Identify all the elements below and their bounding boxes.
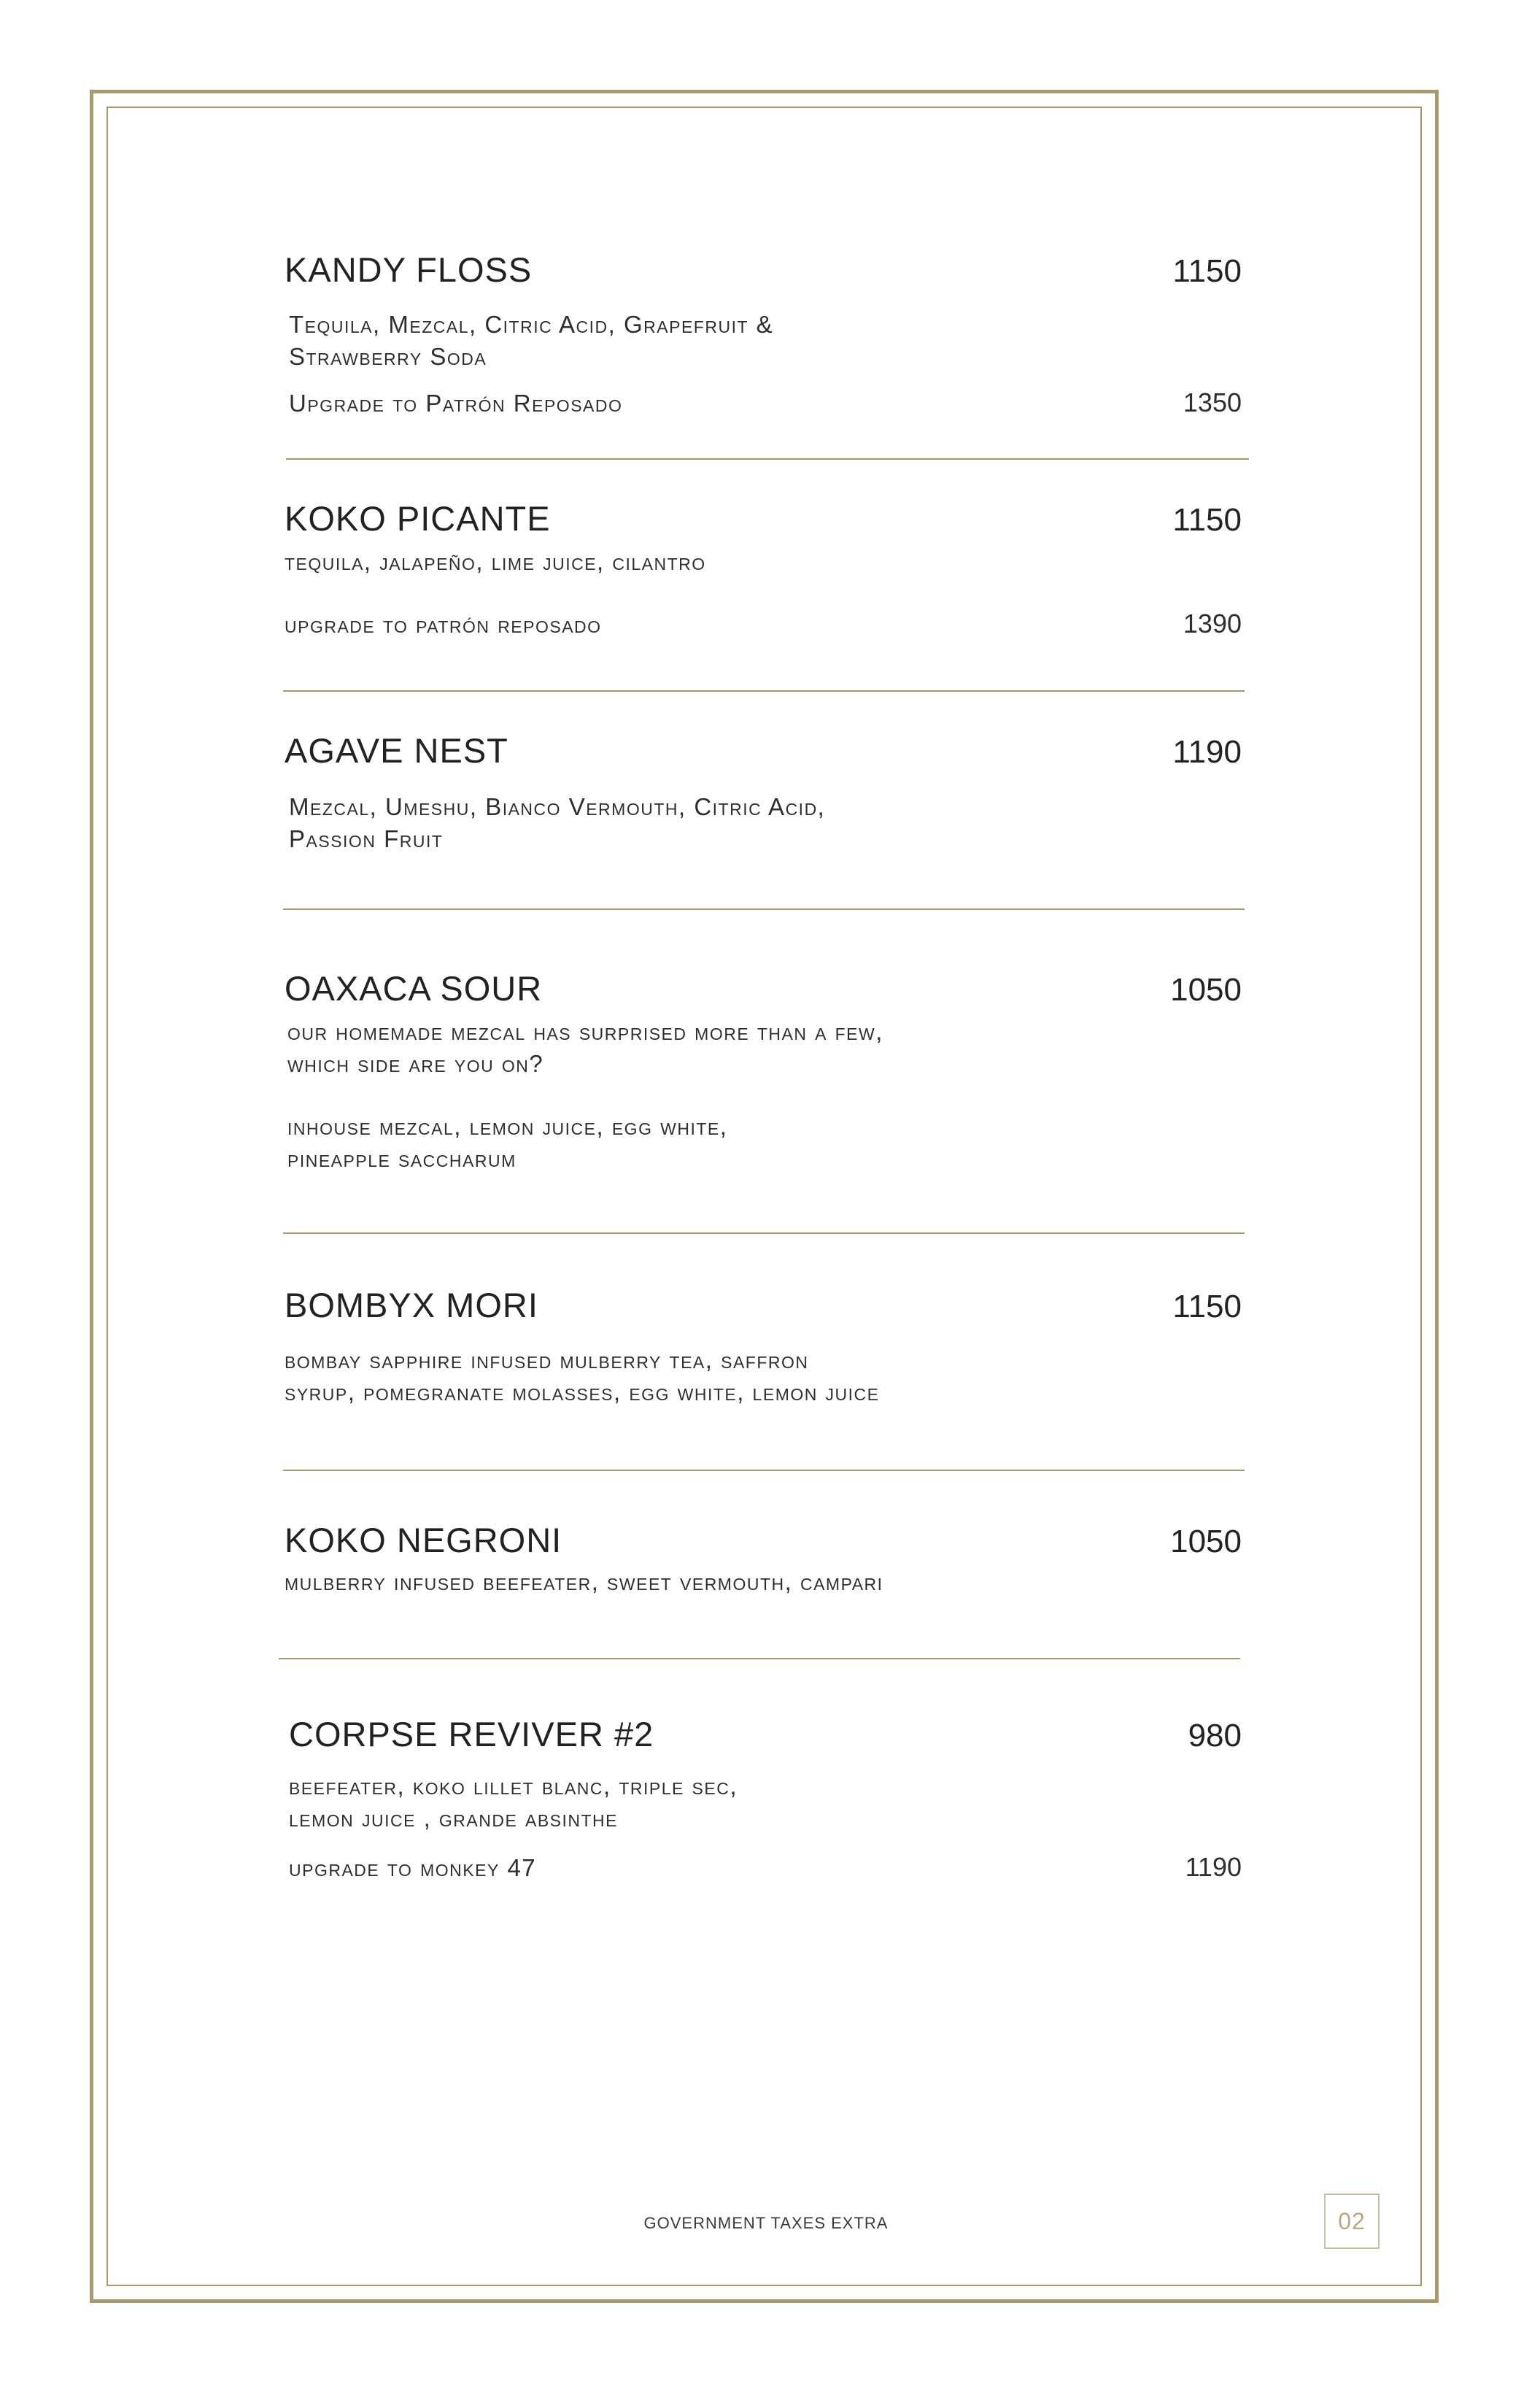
government-taxes-note: GOVERNMENT TAXES EXTRA	[643, 2214, 889, 2232]
divider	[286, 458, 1249, 460]
upgrade-row	[285, 609, 1242, 639]
item-name: KOKO NEGRONI	[285, 1521, 562, 1559]
item-price: 1150	[1172, 1289, 1242, 1324]
item-price: 980	[1188, 1718, 1242, 1753]
item-description: mulberry infused beefeater, sweet vermouth, campari	[285, 1568, 883, 1595]
item-name: KOKO PICANTE	[285, 499, 551, 538]
menu-item-koko-picante	[285, 498, 1242, 639]
item-price: 1150	[1172, 253, 1242, 289]
divider	[279, 1658, 1240, 1659]
upgrade-price: 1190	[1185, 1852, 1242, 1882]
menu-inner-border	[107, 107, 1422, 2286]
item-name: AGAVE NEST	[285, 731, 508, 770]
item-description: Tequila, Mezcal, Citric Acid, Grapefruit & Strawberry Soda	[289, 311, 774, 370]
item-header	[285, 250, 1242, 290]
item-price: 1190	[1172, 734, 1242, 770]
upgrade-price: 1350	[1183, 387, 1242, 417]
item-header	[285, 1520, 1242, 1560]
upgrade-row	[289, 387, 1242, 418]
menu-item-agave-nest	[285, 730, 1242, 855]
item-header	[285, 498, 1242, 539]
upgrade-label: upgrade to patrón reposado	[285, 611, 602, 638]
divider	[283, 1470, 1245, 1471]
item-header	[285, 730, 1242, 771]
item-header	[285, 968, 1242, 1008]
menu-item-bombyx-mori	[285, 1285, 1242, 1408]
item-description: Mezcal, Umeshu, Bianco Vermouth, Citric Acid, Passion Fruit	[289, 793, 826, 852]
item-price: 1050	[1170, 972, 1242, 1008]
item-header	[285, 1285, 1242, 1325]
item-description: tequila, jalapeño, lime juice, cilantro	[285, 548, 706, 575]
item-description: bombay sapphire infused mulberry tea, saffron syrup, pomegranate molasses, egg white, lemon juice	[285, 1346, 880, 1405]
menu-item-oaxaca-sour	[285, 968, 1242, 1175]
item-price: 1150	[1172, 502, 1242, 538]
item-price: 1050	[1170, 1524, 1242, 1559]
page-number: 02	[1338, 2207, 1366, 2234]
page-number-badge	[1324, 2193, 1380, 2249]
item-name: BOMBYX MORI	[285, 1286, 538, 1324]
item-name: KANDY FLOSS	[285, 250, 533, 289]
item-name: CORPSE REVIVER #2	[289, 1715, 654, 1753]
upgrade-price: 1390	[1183, 609, 1242, 638]
item-name: OAXACA SOUR	[285, 969, 543, 1008]
divider	[283, 908, 1245, 910]
item-description: inhouse mezcal, lemon juice, egg white, pineapple saccharum	[287, 1113, 728, 1172]
upgrade-label: Upgrade to Patrón Reposado	[289, 390, 623, 417]
menu-item-koko-negroni	[285, 1520, 1242, 1598]
item-description: beefeater, koko lillet blanc, triple sec, lemon juice , grande absinthe	[289, 1772, 738, 1832]
divider	[283, 690, 1245, 692]
menu-item-corpse-reviver-2	[289, 1714, 1242, 1883]
item-header	[289, 1714, 1242, 1754]
upgrade-label: upgrade to monkey 47	[289, 1854, 537, 1881]
divider	[283, 1232, 1245, 1234]
item-note: our homemade mezcal has surprised more than a few, which side are you on?	[287, 1018, 883, 1077]
menu-item-kandy-floss	[285, 250, 1242, 418]
upgrade-row	[289, 1852, 1242, 1883]
